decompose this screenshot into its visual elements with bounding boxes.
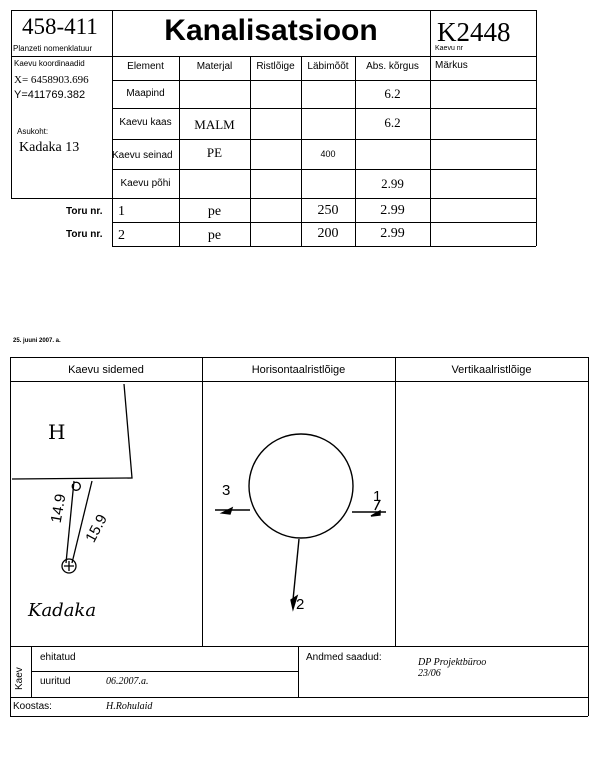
- col-header-notes: Märkus: [435, 60, 468, 71]
- surveyed-value: 06.2007.a.: [106, 676, 149, 687]
- pipe-no: 2: [118, 228, 125, 243]
- pipe-diameter: 200: [317, 226, 339, 241]
- coord-x: X= 6458903.696: [14, 74, 89, 86]
- compiled-label: Koostas:: [13, 701, 52, 712]
- nomenclature-label: Planzeti nomenklatuur: [13, 44, 93, 53]
- sketch-building-label: H: [48, 420, 66, 444]
- row-material: PE: [206, 145, 223, 160]
- pipe-no: 1: [118, 204, 125, 219]
- well-number-label: Kaevu nr: [435, 45, 464, 52]
- sketch-street-label: Kadaka: [28, 600, 97, 621]
- coord-y: Y=411769.382: [14, 89, 86, 101]
- section-vertical-title: Vertikaalristlõige: [451, 364, 532, 376]
- compiled-value: H.Rohulaid: [106, 701, 153, 712]
- pipe-material: pe: [207, 228, 222, 243]
- pipe-height: 2.99: [380, 203, 405, 218]
- row-material: MALM: [194, 117, 235, 132]
- kaev-label: Kaev: [14, 667, 25, 690]
- pipe-height: 2.99: [380, 226, 405, 241]
- pipe-material: pe: [207, 204, 222, 219]
- col-header-element: Element: [127, 61, 164, 72]
- pipe-label: Toru nr.: [66, 229, 103, 240]
- data-from-date: 23/06: [418, 668, 441, 679]
- row-diameter: 400: [320, 149, 336, 159]
- section-horizontal-title: Horisontaalristlõige: [251, 364, 346, 376]
- pipe-diameter: 250: [317, 203, 339, 218]
- surveyed-label: uuritud: [40, 676, 71, 687]
- sketch-pipe-1: 1: [373, 488, 382, 505]
- row-height: 6.2: [384, 86, 401, 101]
- sketch-distance-2: 15.9: [82, 511, 111, 546]
- row-height: 2.99: [381, 176, 404, 191]
- location-label: Asukoht:: [17, 127, 49, 136]
- col-header-cross: Ristlõige: [256, 61, 295, 72]
- row-height: 6.2: [384, 115, 401, 130]
- page-title: Kanalisatsioon: [164, 14, 378, 47]
- col-header-height: Abs. kõrgus: [366, 61, 419, 72]
- date: 25. juuni 2007. a.: [13, 338, 61, 344]
- data-from-value: DP Projektbüroo: [418, 657, 487, 668]
- sketch-pipe-2: 2: [296, 596, 305, 613]
- row-element: Kaevu kaas: [119, 117, 172, 128]
- row-element: Kaevu põhi: [120, 178, 171, 189]
- nomenclature-value: 458-411: [22, 14, 98, 39]
- section-links-title: Kaevu sidemed: [68, 364, 144, 376]
- col-header-material: Materjal: [196, 61, 233, 72]
- row-element: Maapind: [126, 88, 165, 99]
- coords-label: Kaevu koordinaadid: [14, 59, 85, 68]
- sketch-pipe-3: 3: [222, 482, 231, 499]
- row-element: Kaevu seinad: [112, 150, 173, 161]
- col-header-diameter: Läbimõõt: [307, 61, 349, 72]
- built-label: ehitatud: [40, 652, 76, 663]
- sketch-distance-1: 14.9: [47, 492, 70, 525]
- well-number: K2448: [437, 17, 511, 47]
- data-from-label: Andmed saadud:: [306, 652, 382, 663]
- pipe-label: Toru nr.: [66, 206, 103, 217]
- location-value: Kadaka 13: [19, 140, 80, 155]
